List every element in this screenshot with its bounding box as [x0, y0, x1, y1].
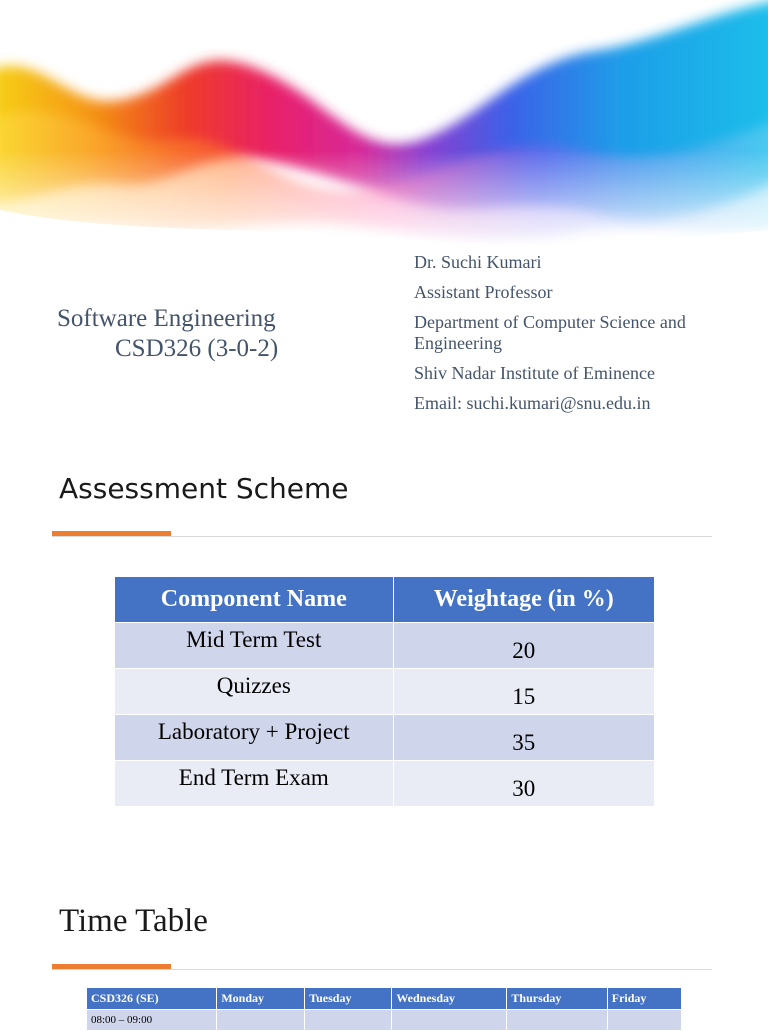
weight-cell: 30	[393, 761, 654, 807]
schedule-cell	[305, 1010, 392, 1031]
course-name: Software Engineering	[57, 305, 276, 332]
author-name: Dr. Suchi Kumari	[414, 252, 542, 272]
course-title-block	[57, 304, 278, 364]
component-cell: Quizzes	[115, 669, 394, 715]
timetable-table	[86, 987, 682, 1031]
color-splash-graphic	[0, 0, 768, 250]
weight-cell: 35	[393, 715, 654, 761]
schedule-cell	[507, 1010, 607, 1031]
header-component: Component Name	[115, 577, 394, 623]
weight-cell: 15	[393, 669, 654, 715]
title-divider	[52, 969, 712, 970]
table-row	[115, 623, 655, 669]
table-row	[115, 669, 655, 715]
schedule-cell	[217, 1010, 305, 1031]
header-tuesday: Tuesday	[305, 988, 392, 1010]
decorative-banner	[0, 0, 768, 250]
schedule-cell	[607, 1010, 681, 1031]
assessment-table	[114, 576, 655, 807]
timetable-header-row	[87, 988, 682, 1010]
time-slot-cell: 08:00 – 09:00	[87, 1010, 217, 1031]
schedule-cell	[392, 1010, 507, 1031]
table-row	[115, 761, 655, 807]
title-divider	[52, 536, 712, 537]
author-department: Department of Computer Science and Engineering	[414, 312, 686, 353]
header-course: CSD326 (SE)	[87, 988, 217, 1010]
header-monday: Monday	[217, 988, 305, 1010]
timetable-title: Time Table	[59, 903, 208, 939]
header-thursday: Thursday	[507, 988, 607, 1010]
header-friday: Friday	[607, 988, 681, 1010]
weight-cell: 20	[393, 623, 654, 669]
course-code: CSD326 (3-0-2)	[115, 335, 279, 362]
component-cell: End Term Exam	[115, 761, 394, 807]
table-row	[115, 715, 655, 761]
header-weightage: Weightage (in %)	[393, 577, 654, 623]
table-row	[87, 1010, 682, 1031]
assessment-title: Assessment Scheme	[59, 472, 349, 505]
assessment-header-row	[115, 577, 655, 623]
author-institute: Shiv Nadar Institute of Eminence	[414, 363, 655, 383]
component-cell: Laboratory + Project	[115, 715, 394, 761]
header-wednesday: Wednesday	[392, 988, 507, 1010]
author-role: Assistant Professor	[414, 282, 553, 302]
component-cell: Mid Term Test	[115, 623, 394, 669]
author-info	[414, 252, 714, 423]
author-email: Email: suchi.kumari@snu.edu.in	[414, 393, 651, 413]
